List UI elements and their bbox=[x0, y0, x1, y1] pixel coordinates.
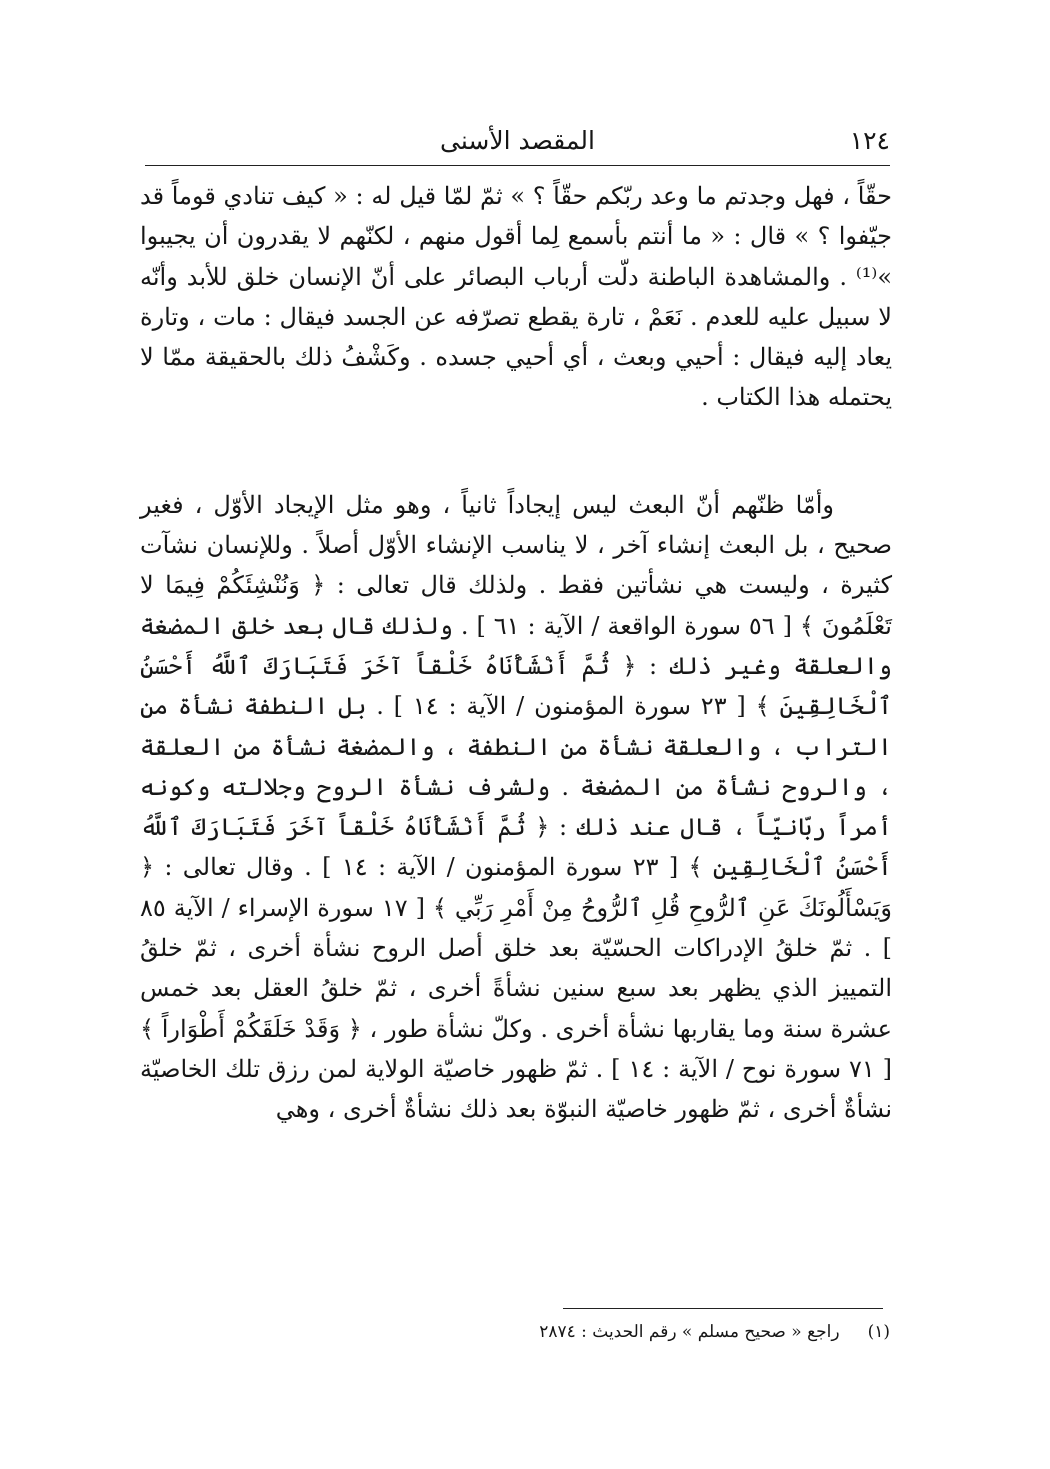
footnote-divider bbox=[563, 1308, 883, 1309]
footnote-text: راجع « صحيح مسلم » رقم الحديث : ٢٨٧٤ bbox=[539, 1322, 840, 1342]
page-header bbox=[145, 122, 890, 166]
footnote-number: (١) bbox=[867, 1322, 890, 1342]
paragraph-1: حقّاً ، فهل وجدتم ما وعد ربّكم حقّاً ؟ » ثمّ لمّا قيل له : « كيف تنادي قوماً قد جيّفوا ؟ » قال : « ما أنتم بأسمع لِما أقول منهم ، لكنّهم لا يقدرون أن يجيبوا »⁽¹⁾ . والمشاهدة الباطنة دلّت أرباب البصائر على أنّ الإنسان خلق للأبد وأنّه لا سبيل عليه للعدم . نَعَمْ ، تارة يقطع تصرّفه عن الجسد فيقال : مات ، وتارة يعاد إليه فيقال : أحيي وبعث ، أي أحيي جسده . وكَشْفُ ذلك بالحقيقة ممّا لا يحتمله هذا الكتاب . bbox=[140, 182, 893, 412]
paragraph-2: وأمّا ظنّهم أنّ البعث ليس إيجاداً ثانياً ، وهو مثل الإيجاد الأوّل ، فغير صحيح ، بل البعث إنشاء آخر ، لا يناسب الإنشاء الأوّل أصلاً . وللإنسان نشآت كثيرة ، وليست هي نشأتين فقط . ولذلك قال تعالى : ﴿ وَنُنْشِئَكُمْ فِيمَا لا تَعْلَمُونَ ﴾ [ ٥٦ سورة الواقعة / الآية : ٦١ ] . ولذلك قال بعد خلق المضغة والعلقة وغير ذلك : ﴿ ثُمَّ أَنْشَأْنَاهُ خَلْقاً آخَرَ فَتَبَارَكَ ٱللَّهُ أَحْسَنُ ٱلْخَالِقِينَ ﴾ [ ٢٣ سورة المؤمنون / الآية : ١٤ ] . بل النطفة نشأة من التراب ، والعلقة نشأة من النطفة ، والمضغة نشأة من العلقة ، والروح نشأة من المضغة . ولشرف نشأة الروح وجلالته وكونه أمراً ربّانيّاً ، قال عند ذلك : ﴿ ثُمَّ أَنْشَأْنَاهُ خَلْقاً آخَرَ فَتَبَارَكَ ٱللَّهُ أَحْسَنُ ٱلْخَالِقِين ﴾ [ ٢٣ سورة المؤمنون / الآية : ١٤ ] . وقال تعالى : ﴿ وَيَسْأَلُونَكَ عَنِ ٱلرُّوحِ قُلِ ٱلرُّوحُ مِنْ أَمْرِ رَبِّي ﴾ [ ١٧ سورة الإسراء / الآية ٨٥ ] . ثمّ خلقُ الإدراكات الحسّيّة بعد خلق أصل الروح نشأة أخرى ، ثمّ خلقُ التمييز الذي يظهر بعد سبع سنين نشأةً أخرى ، ثمّ خلقُ العقل بعد خمس عشرة سنة وما يقاربها نشأة أخرى . وكلّ نشأة طور ، ﴿ وَقَدْ خَلَقَكُمْ أَطْوَاراً ﴾ [ ٧١ سورة نوح / الآية : ١٤ ] . ثمّ ظهور خاصيّة الولاية لمن رزق تلك الخاصيّة نشأةٌ أخرى ، ثمّ ظهور خاصيّة النبوّة بعد ذلك نشأةٌ أخرى ، وهي bbox=[140, 490, 893, 1124]
running-title: المقصد الأسنى bbox=[440, 126, 595, 155]
page-number: ١٢٤ bbox=[849, 126, 890, 155]
main-text bbox=[140, 176, 892, 1130]
footnote bbox=[300, 1320, 890, 1344]
header-divider bbox=[145, 165, 890, 166]
